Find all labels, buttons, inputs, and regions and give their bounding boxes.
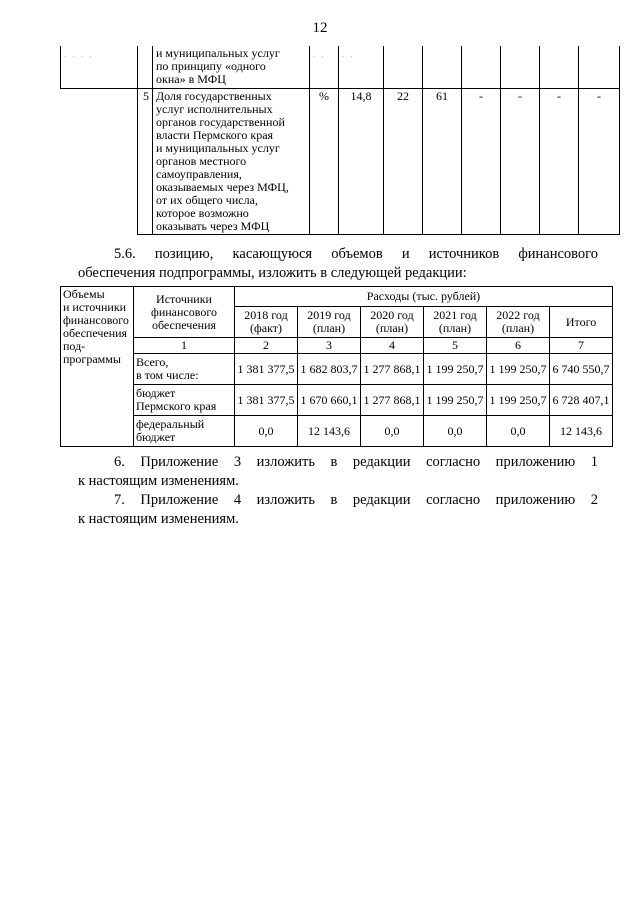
table-row: Всего, в том числе: 1 381 377,5 1 682 803,7 1 277 868,1 1 199 250,7 1 199 250,7 6 740 550,7 [61, 354, 613, 385]
row-label: федеральный бюджет [134, 416, 235, 447]
value-cell: - [501, 89, 540, 235]
row-label: бюджет Пермского края [134, 385, 235, 416]
table-row: бюджет Пермского края 1 381 377,5 1 670 660,1 1 277 868,1 1 199 250,7 1 199 250,7 6 728 407,1 [61, 385, 613, 416]
indicator-name: Доля государственных услуг исполнительных органов государственной власти Пермского края и муниципальных услуг органов местного самоуправления, оказываемых через МФЦ, от их общего числа, которое возможно оказывать через МФЦ [153, 89, 310, 235]
year-header: 2021 год (план) [424, 307, 487, 338]
value-cell: 61 [423, 89, 462, 235]
financing-label: Объемы и источники финансового обеспечения под- программы [61, 287, 134, 447]
value-cell: - [540, 89, 579, 235]
year-header: 2022 год (план) [487, 307, 550, 338]
value-cell: - [462, 89, 501, 235]
value-cell: 14,8 [339, 89, 384, 235]
table-row [61, 89, 620, 235]
paragraph-7: 7. Приложение 4 изложить в редакции согласно приложению 2 к настоящим изменениям. [78, 492, 598, 527]
value-cell: 22 [384, 89, 423, 235]
financing-table [60, 286, 613, 447]
year-header: 2020 год (план) [361, 307, 424, 338]
column-numbers-row: 1 2 3 4 5 6 7 [61, 338, 613, 354]
table-row: федеральный бюджет 0,0 12 143,6 0,0 0,0 0,0 12 143,6 [61, 416, 613, 447]
total-header: Итого [550, 307, 613, 338]
indicator-name: и муниципальных услуг по принципу «одного окна» в МФЦ [153, 46, 310, 89]
year-header: 2019 год (план) [298, 307, 361, 338]
year-header: 2018 год (факт) [235, 307, 298, 338]
value-cell: - [579, 89, 620, 235]
expenses-header: Расходы (тыс. рублей) [235, 287, 613, 307]
source-header: Источники финансового обеспечения [134, 287, 235, 338]
unit-cell: % [310, 89, 339, 235]
indicators-table [60, 46, 620, 235]
faint-cell: . . . . [61, 46, 138, 89]
row-label: Всего, в том числе: [134, 354, 235, 385]
page-number: 12 [312, 20, 328, 36]
paragraph-6: 6. Приложение 3 изложить в редакции согласно приложению 1 к настоящим изменениям. [78, 454, 598, 489]
paragraph-5-6: 5.6. позицию, касающуюся объемов и источников финансового обеспечения подпрограммы, изложить в следующей редакции: [78, 246, 598, 281]
row-number: 5 [138, 89, 153, 235]
table-row: . . . . и муниципальных услуг по принципу «одного окна» в МФЦ . . . . [61, 46, 620, 89]
